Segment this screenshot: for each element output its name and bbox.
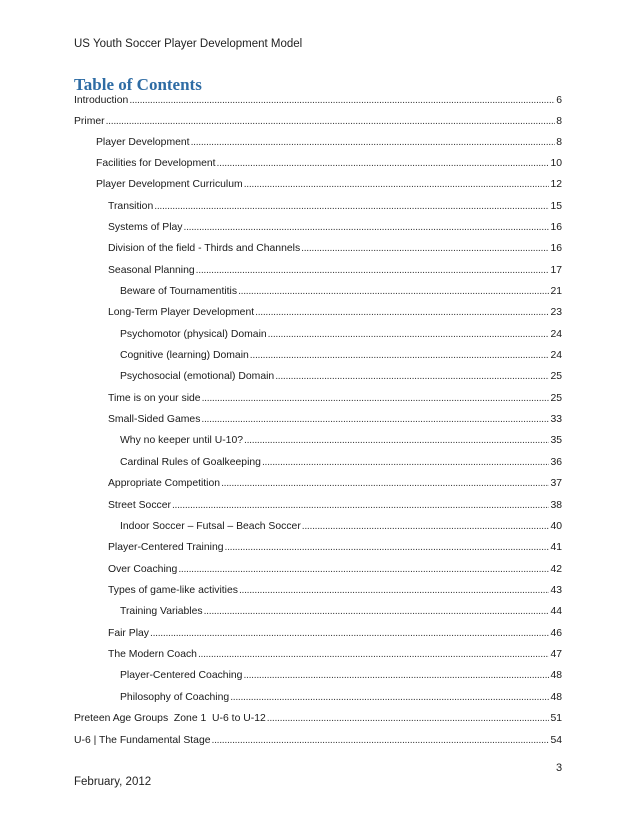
toc-entry-title: Time is on your side <box>108 393 201 404</box>
dot-leader <box>191 136 556 150</box>
toc-entry-title: Indoor Soccer – Futsal – Beach Soccer <box>120 521 301 532</box>
toc-entry-page: 44 <box>550 606 562 617</box>
toc-entry[interactable] <box>108 264 562 278</box>
dot-leader <box>302 520 550 534</box>
dot-leader <box>178 563 549 577</box>
toc-entry-page: 6 <box>556 95 562 106</box>
toc-entry[interactable] <box>120 605 562 619</box>
toc-entry-page: 21 <box>550 286 562 297</box>
toc-entry[interactable] <box>108 413 562 427</box>
toc-entry-page: 42 <box>550 564 562 575</box>
page-number: 3 <box>556 762 563 774</box>
toc-entry-page: 15 <box>550 201 562 212</box>
toc-entry-title: Long-Term Player Development <box>108 307 255 318</box>
toc-entry[interactable] <box>108 392 562 406</box>
toc-entry-page: 38 <box>550 500 562 511</box>
toc-entry[interactable] <box>96 178 562 192</box>
toc-entry-title: Cognitive (learning) Domain <box>120 350 249 361</box>
toc-entry-page: 43 <box>550 585 562 596</box>
toc-entry-page: 17 <box>550 265 562 276</box>
toc-entry-page: 25 <box>550 371 562 382</box>
toc-entry-title: Types of game-like activities <box>108 585 238 596</box>
toc-entry[interactable] <box>108 306 562 320</box>
dot-leader <box>221 477 549 491</box>
toc-entry-page: 12 <box>550 179 562 190</box>
dot-leader <box>255 306 549 320</box>
footer-date: February, 2012 <box>74 776 152 788</box>
toc-entry[interactable] <box>120 691 562 705</box>
toc-entry[interactable] <box>120 669 562 683</box>
toc-entry-title: Player-Centered Training <box>108 542 224 553</box>
toc-entry-page: 54 <box>550 735 562 746</box>
dot-leader <box>267 712 550 726</box>
dot-leader <box>212 734 550 748</box>
dot-leader <box>196 264 550 278</box>
toc-entry-title: Player Development Curriculum <box>96 179 243 190</box>
toc-entry-page: 40 <box>550 521 562 532</box>
toc-entry-title: Introduction <box>74 95 129 106</box>
dot-leader <box>184 221 550 235</box>
toc-entry-page: 25 <box>550 393 562 404</box>
toc-entry-title: Psychosocial (emotional) Domain <box>120 371 275 382</box>
dot-leader <box>201 413 549 427</box>
toc-entry-page: 24 <box>550 329 562 340</box>
toc-entry[interactable] <box>108 200 562 214</box>
toc-entry[interactable] <box>108 563 562 577</box>
toc-entry[interactable] <box>108 477 562 491</box>
dot-leader <box>230 691 549 705</box>
toc-entry-title: Cardinal Rules of Goalkeeping <box>120 457 261 468</box>
dot-leader <box>301 242 549 256</box>
toc-entry[interactable] <box>74 712 562 726</box>
toc-entry[interactable] <box>96 157 562 171</box>
toc-entry[interactable] <box>120 370 562 384</box>
toc-entry-page: 51 <box>550 713 562 724</box>
toc-entry[interactable] <box>120 520 562 534</box>
toc-entry-page: 41 <box>550 542 562 553</box>
toc-entry-page: 16 <box>550 222 562 233</box>
dot-leader <box>275 370 549 384</box>
toc-entry[interactable] <box>120 434 562 448</box>
toc-entry-page: 37 <box>550 478 562 489</box>
toc-entry[interactable] <box>74 94 562 108</box>
toc-entry[interactable] <box>108 221 562 235</box>
dot-leader <box>150 627 549 641</box>
toc-entry-page: 33 <box>550 414 562 425</box>
dot-leader <box>198 648 549 662</box>
dot-leader <box>154 200 549 214</box>
toc-entry[interactable] <box>108 541 562 555</box>
toc-entry[interactable] <box>74 115 562 129</box>
toc-entry[interactable] <box>120 285 562 299</box>
toc-entry-title: Seasonal Planning <box>108 265 195 276</box>
dot-leader <box>225 541 550 555</box>
toc-entry-title: Why no keeper until U-10? <box>120 435 244 446</box>
dot-leader <box>204 605 550 619</box>
toc-entry-title: Over Coaching <box>108 564 178 575</box>
dot-leader <box>239 584 550 598</box>
toc-entry-page: 8 <box>556 116 562 127</box>
toc-entry-title: Division of the field - Thirds and Channels <box>108 243 301 254</box>
running-header: US Youth Soccer Player Development Model <box>74 38 303 50</box>
toc-entry-page: 35 <box>550 435 562 446</box>
toc-entry-page: 48 <box>550 692 562 703</box>
toc-entry-title: Beware of Tournamentitis <box>120 286 238 297</box>
toc-entry-title: U-6 | The Fundamental Stage <box>74 735 211 746</box>
toc-entry[interactable] <box>108 242 562 256</box>
dot-leader <box>172 499 549 513</box>
toc-entry-title: Player-Centered Coaching <box>120 670 243 681</box>
toc-entry-title: Psychomotor (physical) Domain <box>120 329 267 340</box>
toc-entry-page: 8 <box>556 137 562 148</box>
toc-entry[interactable] <box>108 648 562 662</box>
toc-entry-title: Preteen Age Groups Zone 1 U-6 to U-12 <box>74 713 266 724</box>
dot-leader <box>268 328 550 342</box>
toc-entry-title: Primer <box>74 116 105 127</box>
toc-entry-page: 10 <box>550 158 562 169</box>
toc-entry[interactable] <box>108 584 562 598</box>
toc-entry[interactable] <box>108 499 562 513</box>
toc-entry[interactable] <box>74 734 562 748</box>
toc-entry[interactable] <box>108 627 562 641</box>
toc-entry[interactable] <box>120 456 562 470</box>
dot-leader <box>244 178 550 192</box>
toc-entry-title: The Modern Coach <box>108 649 197 660</box>
dot-leader <box>238 285 549 299</box>
toc-entry-title: Small-Sided Games <box>108 414 201 425</box>
toc-entry-title: Facilities for Development <box>96 158 216 169</box>
toc-entry-title: Philosophy of Coaching <box>120 692 230 703</box>
toc-entry-page: 16 <box>550 243 562 254</box>
dot-leader <box>202 392 550 406</box>
toc-entry-title: Training Variables <box>120 606 203 617</box>
toc-entry-title: Street Soccer <box>108 500 171 511</box>
toc-entry-page: 47 <box>550 649 562 660</box>
toc-entry-page: 48 <box>550 670 562 681</box>
toc-heading: Table of Contents <box>74 75 202 94</box>
toc-entry-title: Systems of Play <box>108 222 183 233</box>
toc-entry-page: 23 <box>550 307 562 318</box>
toc-entry-title: Player Development <box>96 137 190 148</box>
toc-entry-title: Appropriate Competition <box>108 478 221 489</box>
toc-entry-title: Transition <box>108 201 154 212</box>
dot-leader <box>262 456 550 470</box>
toc-entry-page: 36 <box>550 457 562 468</box>
dot-leader <box>129 94 555 108</box>
dot-leader <box>250 349 550 363</box>
dot-leader <box>244 434 549 448</box>
toc-entry-title: Fair Play <box>108 628 149 639</box>
dot-leader <box>217 157 550 171</box>
dot-leader <box>243 669 549 683</box>
toc-entry-page: 24 <box>550 350 562 361</box>
toc-entry[interactable] <box>120 349 562 363</box>
dot-leader <box>106 115 556 129</box>
toc-entry[interactable] <box>120 328 562 342</box>
toc-entry-page: 46 <box>550 628 562 639</box>
toc-entry[interactable] <box>96 136 562 150</box>
